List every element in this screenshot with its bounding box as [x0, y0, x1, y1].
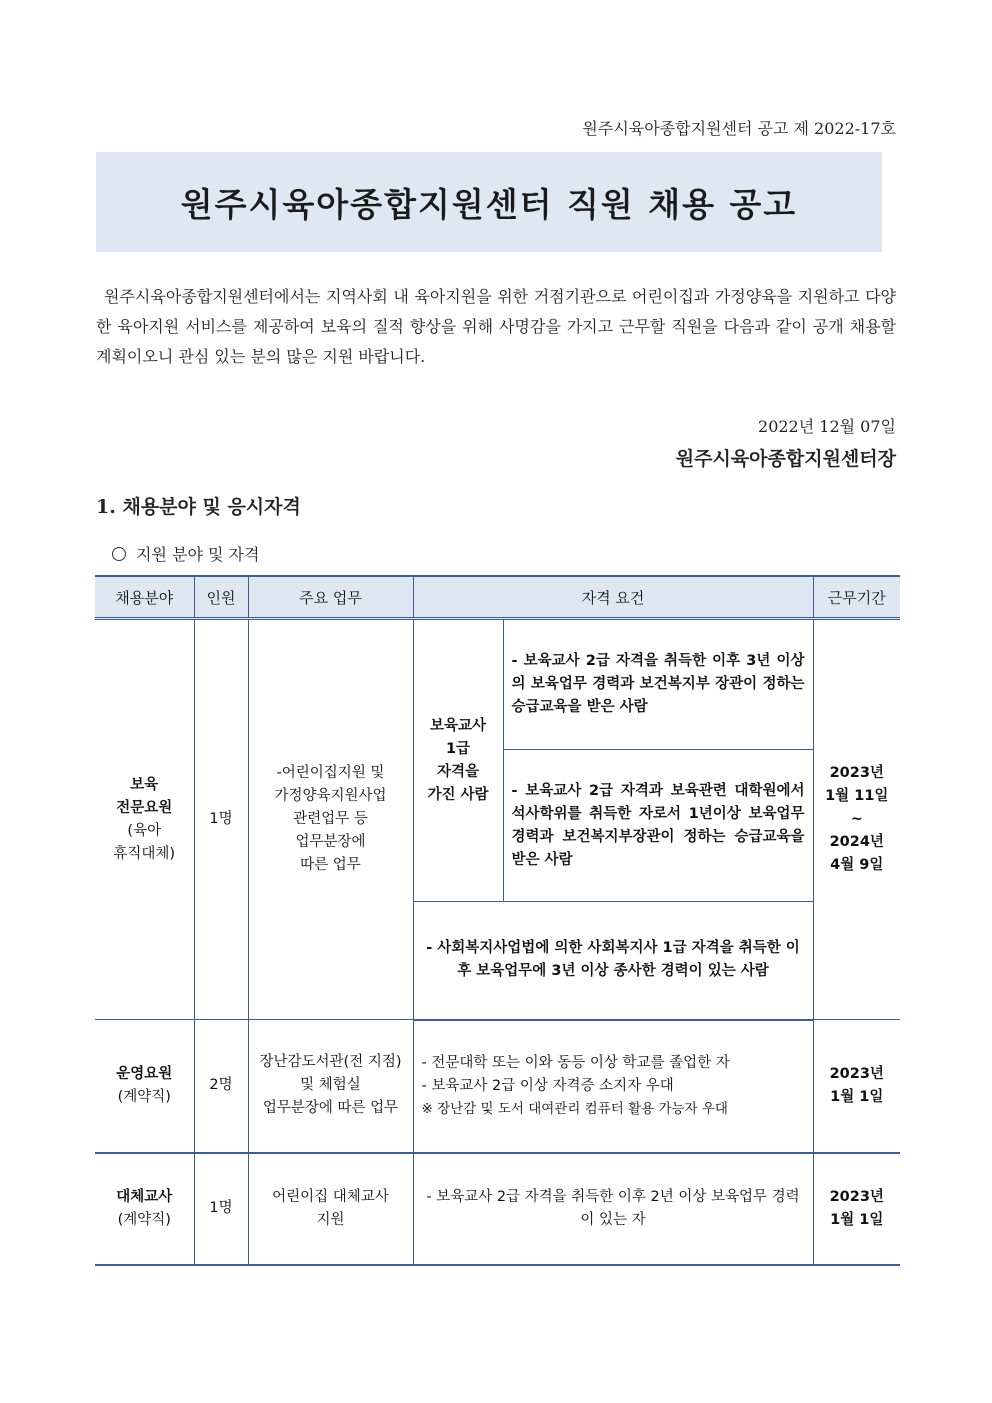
qual-line: - 전문대학 또는 이와 동등 이상 학교를 졸업한 자: [421, 1054, 730, 1071]
duty-cell: [248, 1153, 413, 1265]
period-line: ~: [850, 811, 863, 827]
period-cell: [813, 1153, 900, 1265]
period-cell: [813, 1020, 900, 1153]
header-period: 근무기간: [813, 576, 900, 619]
field-line: 전문요원: [116, 799, 173, 816]
qualification-c: - 사회복지사업법에 의한 사회복지사 1급 자격을 취득한 이후 보육업무에 3년 이상 종사한 경력이 있는 사람: [413, 902, 813, 1020]
recruitment-table: [95, 575, 900, 1266]
qual-group-line: 자격을: [436, 763, 480, 780]
subsection-heading: [112, 542, 259, 565]
period-line: 2023년: [829, 1065, 884, 1082]
period-line: 1월 1일: [830, 1211, 884, 1228]
qualification-group-cell: [413, 619, 503, 902]
qualification-cell: [413, 1020, 813, 1153]
duty-line: 장난감도서관(전 지점): [259, 1054, 402, 1071]
table-row: [95, 1153, 900, 1265]
table-row: [95, 619, 900, 750]
period-line: 1월 11일: [825, 788, 889, 804]
title-banner: [96, 152, 882, 252]
period-cell: [813, 619, 900, 1020]
signer: 원주시육아종합지원센터장: [675, 448, 896, 470]
duty-line: 가정양육지원사업: [274, 788, 387, 804]
section-heading: 1. 채용분야 및 응시자격: [96, 496, 301, 518]
table-header-row: [95, 576, 900, 619]
duty-line: 어린이집 대체교사: [272, 1188, 389, 1205]
field-line: 휴직대체): [113, 845, 176, 862]
field-line: 대체교사: [116, 1188, 173, 1205]
qual-group-line: 1급: [445, 740, 471, 757]
field-cell: [95, 619, 194, 1020]
period-line: 1월 1일: [830, 1088, 884, 1105]
field-line: (계약직): [117, 1211, 171, 1228]
qual-group-line: 보육교사: [429, 717, 487, 734]
field-line: 보육: [130, 776, 159, 793]
notice-number: 원주시육아종합지원센터 공고 제 2022-17호: [582, 119, 896, 138]
qual-group-line: 가진 사람: [427, 786, 489, 803]
period-line: 2024년: [829, 834, 884, 850]
duty-line: 업무분장에: [295, 834, 366, 850]
duty-line: 업무분장에 따른 업무: [262, 1100, 399, 1117]
duty-cell: [248, 1020, 413, 1153]
header-count: 인원: [194, 576, 248, 619]
count-cell: 1명: [194, 1153, 248, 1265]
duty-line: 지원: [316, 1211, 345, 1228]
table-row: [95, 1020, 900, 1153]
qual-line: - 보육교사 2급 이상 자격증 소지자 우대: [421, 1077, 674, 1094]
period-line: 2023년: [829, 1188, 884, 1205]
qual-note: ※ 장난감 및 도서 대여관리 컴퓨터 활용 가능자 우대: [421, 1100, 728, 1117]
count-cell: 2명: [194, 1020, 248, 1153]
duty-line: 관련업무 등: [293, 811, 368, 827]
period-line: 4월 9일: [830, 857, 884, 873]
header-qualification: 자격 요건: [413, 576, 813, 619]
notice-date: 2022년 12월 07일: [758, 417, 896, 436]
count-cell: 1명: [194, 619, 248, 1020]
field-line: 운영요원: [116, 1065, 173, 1082]
field-line: (계약직): [117, 1088, 171, 1105]
qualification-b: - 보육교사 2급 자격과 보육관련 대학원에서 석사학위를 취득한 자로서 1년이상 보육업무 경력과 보건복지부장관이 정하는 승급교육을 받은 사람: [503, 750, 813, 902]
qualification-cell: - 보육교사 2급 자격을 취득한 이후 2년 이상 보육업무 경력이 있는 자: [413, 1153, 813, 1265]
intro-paragraph: 원주시육아종합지원센터에서는 지역사회 내 육아지원을 위한 거점기관으로 어린이집과 가정양육을 지원하고 다양한 육아지원 서비스를 제공하여 보육의 질적 향상을 위해 사명감을 가지고 근무할 직원을 다음과 같이 공개 채용할 계획이오니 관심 있는 분의 많은 지원 바랍니다.: [96, 287, 896, 366]
field-cell: [95, 1153, 194, 1265]
period-line: 2023년: [829, 765, 884, 781]
duty-line: 따른 업무: [300, 857, 361, 873]
field-line: (육아: [127, 822, 162, 839]
field-cell: [95, 1020, 194, 1153]
subsection-label: 지원 분야 및 자격: [136, 545, 260, 564]
duty-line: 및 체험실: [300, 1077, 361, 1094]
qualification-a: - 보육교사 2급 자격을 취득한 이후 3년 이상의 보육업무 경력과 보건복지부 장관이 정하는 승급교육을 받은 사람: [503, 619, 813, 750]
duty-cell: [248, 619, 413, 1020]
header-duty: 주요 업무: [248, 576, 413, 619]
circle-bullet-icon: [112, 547, 126, 561]
header-field: 채용분야: [95, 576, 194, 619]
duty-line: -어린이집지원 및: [276, 765, 385, 781]
page-title: 원주시육아종합지원센터 직원 채용 공고: [180, 184, 798, 224]
